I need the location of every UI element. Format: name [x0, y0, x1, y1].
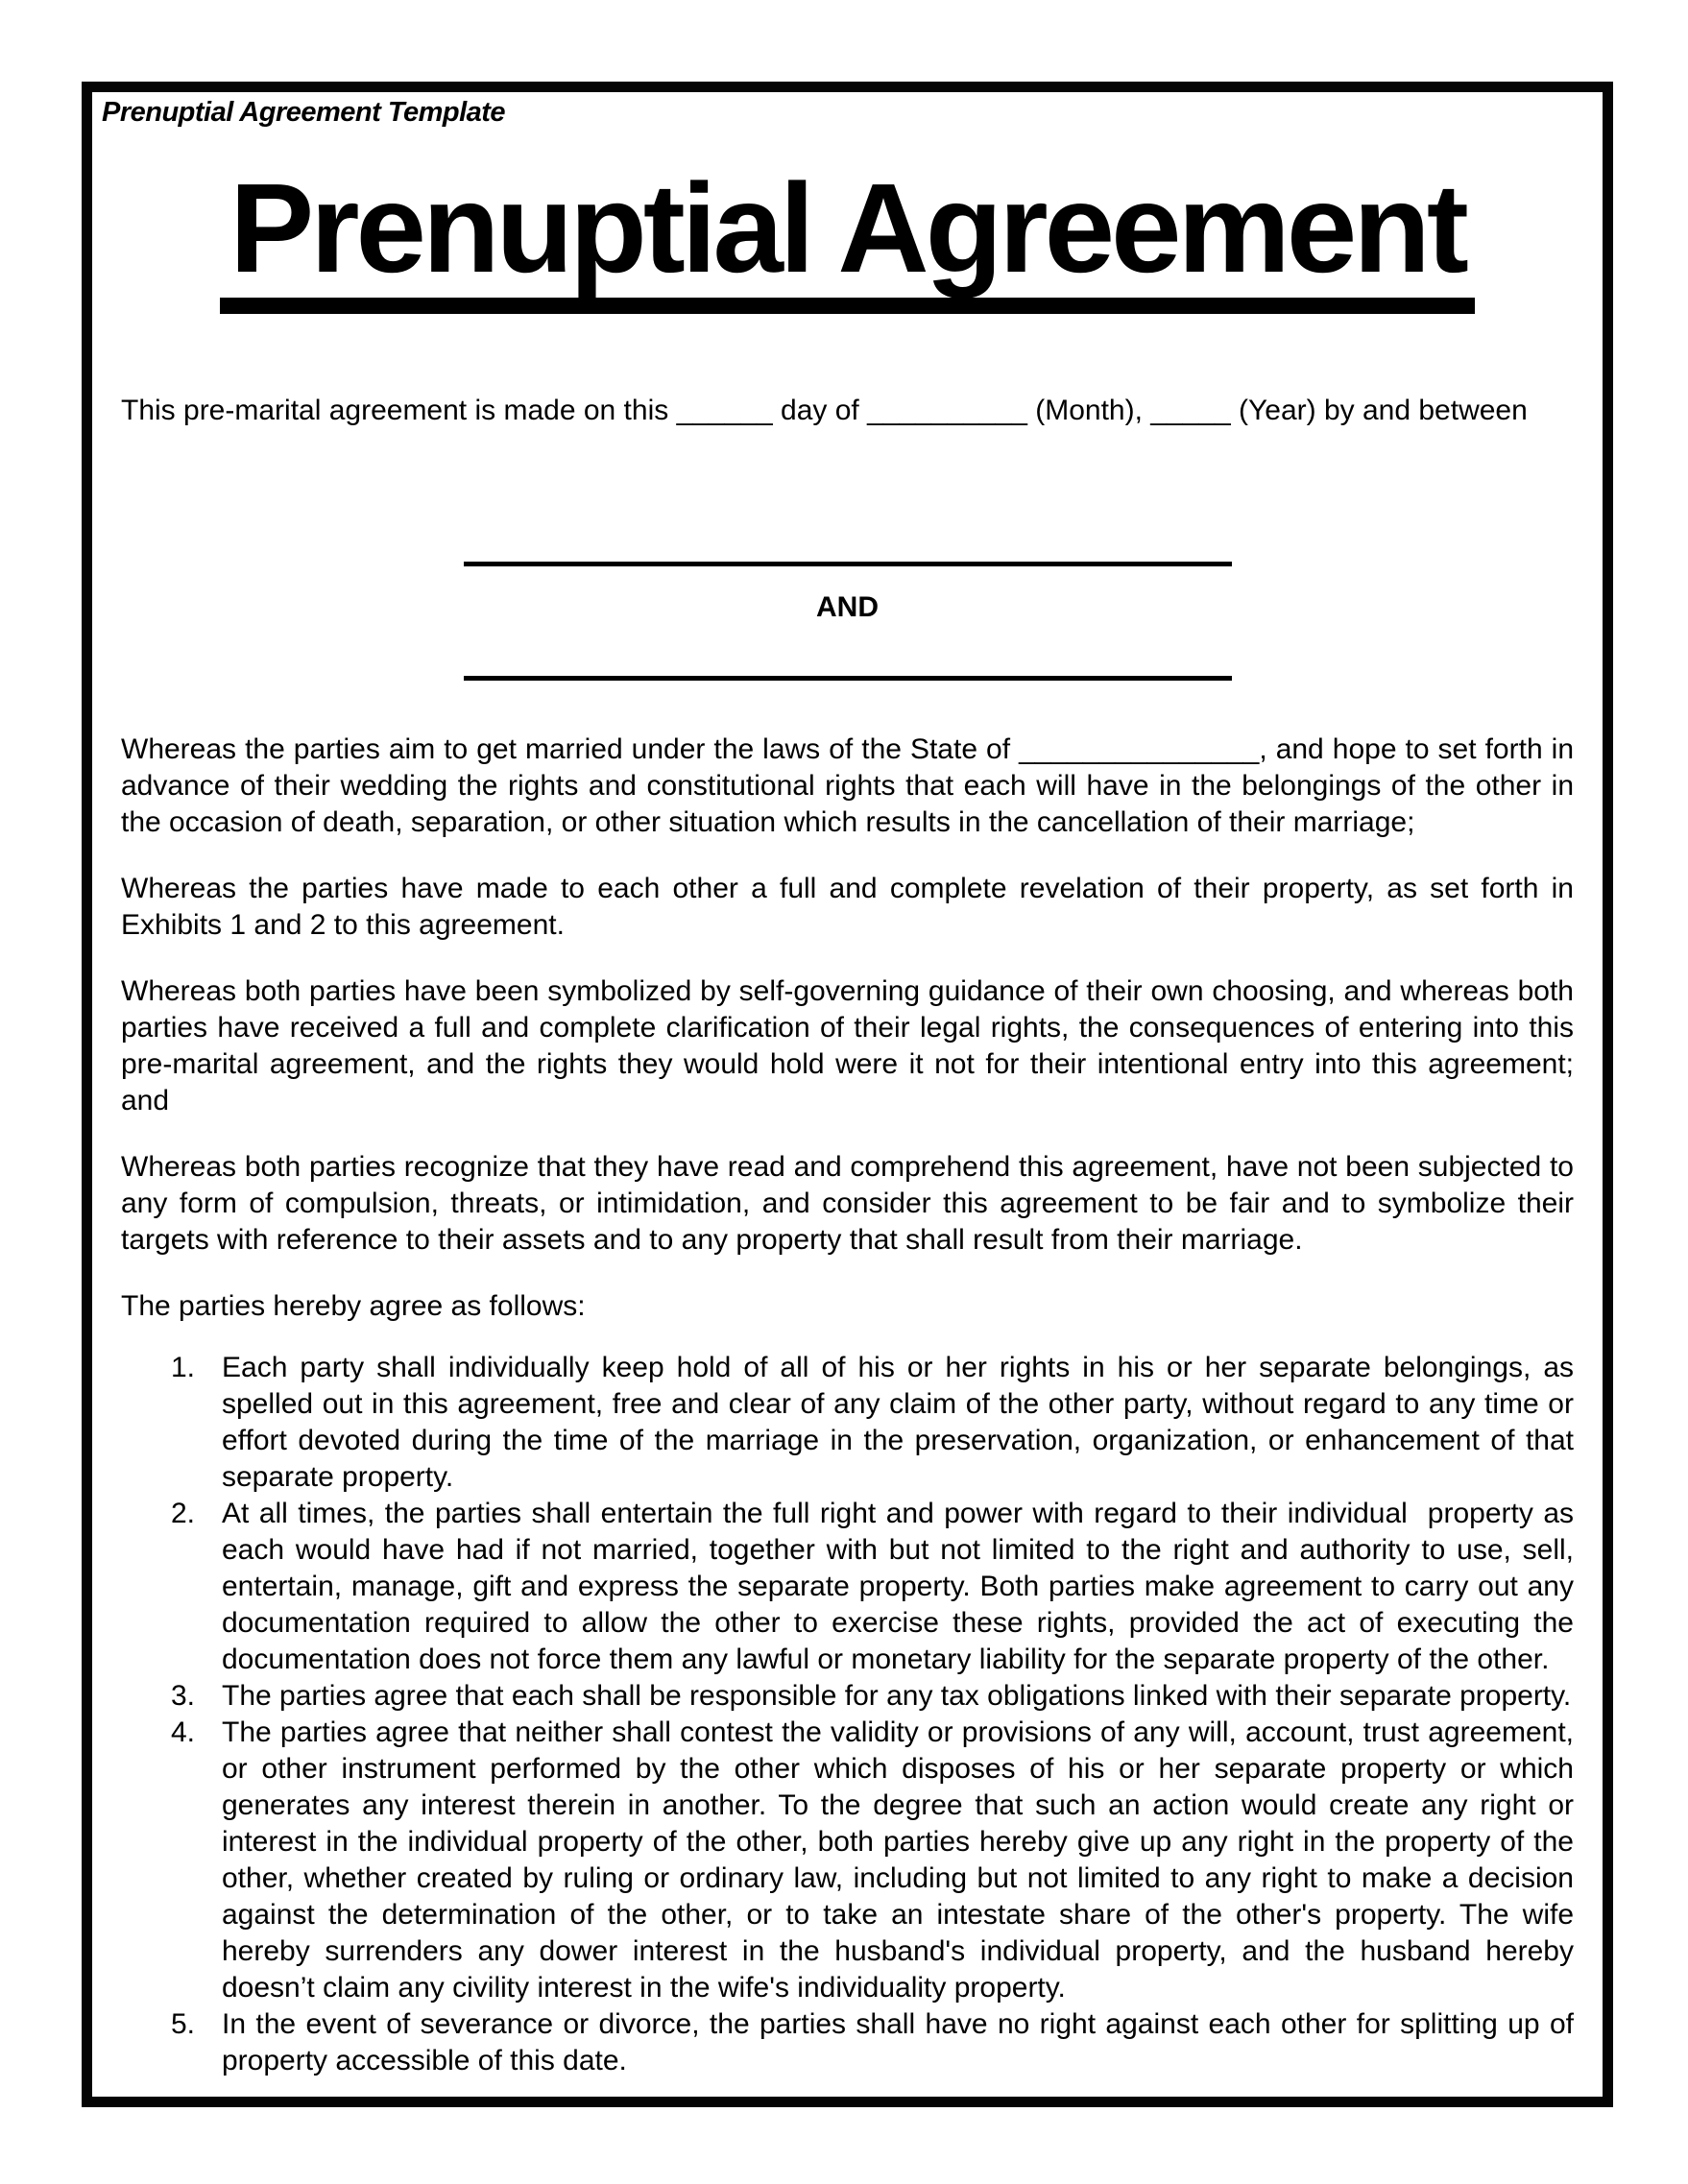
item-text: The parties agree that each shall be responsible for any tax obligations linked with their separate property. — [222, 1680, 1572, 1712]
whereas-paragraph: Whereas both parties have been symbolized by self-governing guidance of their own choosing, and whereas both parties have received a full and complete clarification of their legal rights, the consequences of entering into this pre-marital agreement, and the rights they would hold were it not for their intentional entry into this agreement; and — [121, 975, 1574, 1116]
agreement-item — [121, 1678, 1574, 1715]
agreement-item — [121, 1350, 1574, 1496]
item-text: The parties agree that neither shall contest the validity or provisions of any will, account, trust agreement, or other instrument performed by the other which disposes of his or her separate property or which generates any interest therein in another. To the degree that such an action would create any right or interest in the individual property of the other, both parties hereby give up any right in the property of the other, whether created by ruling or ordinary law, including but not limited to any right to make a decision against the determination of the other, or to take an intestate share of the other's property. The wife hereby surrenders any dower interest in the husband's individual property, and the husband hereby doesn’t claim any civility interest in the wife's individuality property. — [222, 1716, 1574, 2004]
item-number: 2. — [171, 1498, 196, 1529]
intro-line: This pre-marital agreement is made on this ______ day of __________ (Month), _____ (Year) by and between — [121, 395, 1528, 426]
whereas-paragraph: Whereas the parties have made to each other a full and complete revelation of their property, as set forth in Exhibits 1 and 2 to this agreement. — [121, 873, 1574, 941]
item-text: In the event of severance or divorce, the parties shall have no right against each other for splitting up of property accessible of this date. — [222, 2008, 1574, 2076]
item-number: 1. — [171, 1352, 196, 1383]
title-row — [92, 157, 1603, 314]
whereas-paragraph: Whereas the parties aim to get married under the laws of the State of _______________, and hope to set forth in advance of their wedding the rights and constitutional rights that each will have in the belongings of the other in the occasion of death, separation, or other situation which results in the cancellation of their marriage; — [121, 733, 1574, 838]
template-label: Prenuptial Agreement Template — [102, 97, 506, 128]
agreement-item — [121, 1496, 1574, 1678]
document-border-frame — [82, 82, 1613, 2107]
item-number: 5. — [171, 2008, 196, 2040]
whereas-paragraph: Whereas both parties recognize that they have read and comprehend this agreement, have not been subjected to any form of compulsion, threats, or intimidation, and consider this agreement to be fair and to symbolize their targets with reference to their assets and to any property that shall result from their marriage. — [121, 1151, 1574, 1256]
agreement-lead: The parties hereby agree as follows: — [121, 1290, 586, 1322]
item-number: 4. — [171, 1716, 196, 1748]
item-text: Each party shall individually keep hold of all of his or her rights in his or her separate belongings, as spelled out in this agreement, free and clear of any claim of the other party, without regard to any time or effort devoted during the time of the marriage in the preservation, organization, or enhancement of that separate property. — [222, 1352, 1574, 1493]
item-text: At all times, the parties shall entertain the full right and power with regard to their individual property as each would have had if not married, together with but not limited to the right and authority to use, sell, entertain, manage, gift and express the separate property. Both parties make agreement to carry out any documentation required to allow the other to exercise these rights, provided the act of executing the documentation does not force them any lawful or monetary liability for the separate property of the other. — [222, 1498, 1574, 1675]
agreement-list — [121, 1350, 1574, 2079]
document-title: Prenuptial Agreement — [220, 165, 1475, 314]
and-separator: AND — [816, 591, 879, 623]
agreement-item — [121, 2006, 1574, 2079]
agreement-item — [121, 1715, 1574, 2006]
document-body — [121, 393, 1574, 2079]
party-name-line-2 — [464, 676, 1232, 681]
item-number: 3. — [171, 1680, 196, 1712]
party-name-line-1 — [464, 562, 1232, 566]
